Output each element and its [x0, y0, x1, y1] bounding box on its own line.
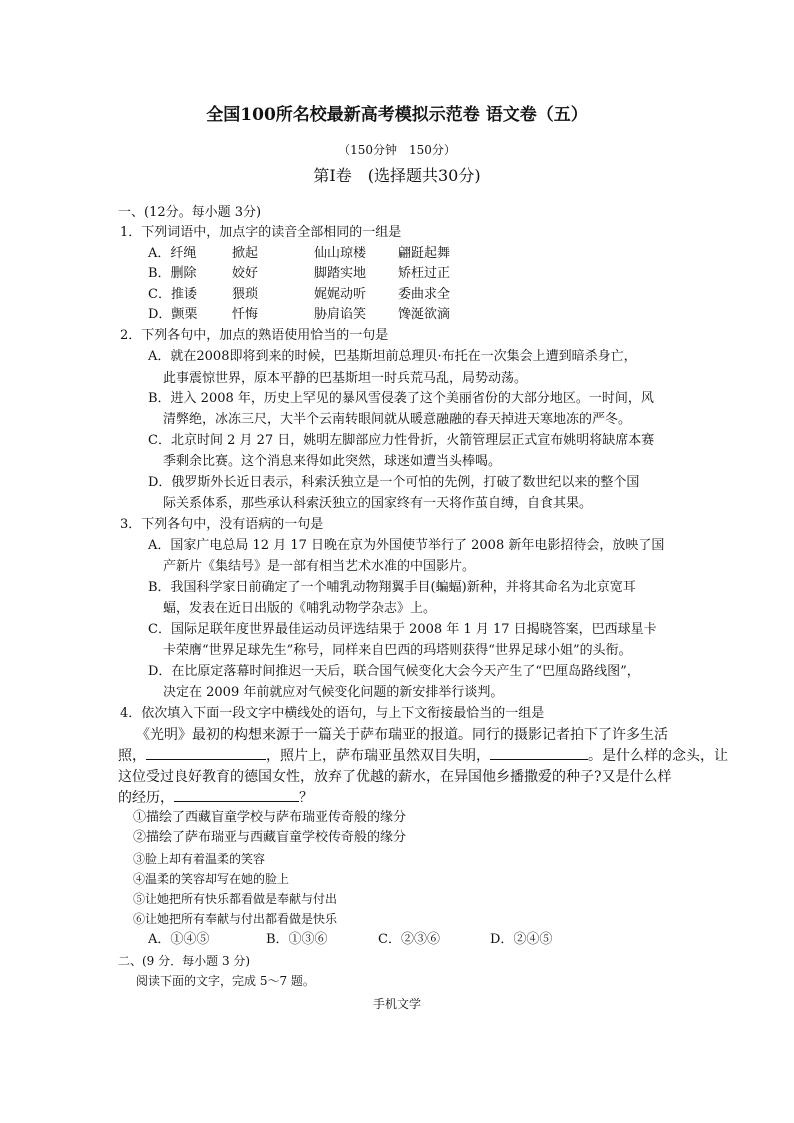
exam-subtitle: （150分钟 150分） — [338, 143, 456, 157]
q4-item-1: ①描绘了西藏盲童学校与萨布瑞亚传奇般的缘分 — [133, 810, 407, 825]
q1-b-word1: B．删除 — [148, 266, 197, 281]
q4-passage-line2 — [118, 746, 728, 766]
q1-a-word2: 掀起 — [232, 246, 259, 261]
q3-option-d-line2: 决定在 2009 年前就应对气候变化问题的新安排举行谈判。 — [163, 685, 504, 700]
question-1-stem: 1．下列词语中，加点字的读音全部相同的一组是 — [120, 225, 402, 240]
question-4-stem: 4．依次填入下面一段文字中横线处的语句，与上下文衔接最恰当的一组是 — [120, 706, 545, 721]
q3-option-d-line1: D．在比原定落幕时间推迟一天后，联合国气候变化大会今天产生了“巴厘岛路线图”， — [148, 664, 640, 679]
q4-choice-a: A．①④⑤ — [148, 932, 210, 947]
question-3-stem: 3．下列各句中，没有语病的一句是 — [120, 517, 324, 532]
question-2-stem: 2．下列各句中，加点的熟语使用恰当的一句是 — [120, 328, 389, 343]
article-title: 手机文学 — [372, 997, 421, 1011]
q4-blank-1 — [146, 746, 266, 760]
q4-blank-2 — [490, 746, 588, 760]
q4-item-6: ⑥让她把所有奉献与付出都看做是快乐 — [133, 912, 338, 926]
q4-choice-c: C．②③⑥ — [378, 932, 440, 947]
q1-a-word1: A．纤绳 — [148, 246, 197, 261]
q2-option-a-line2: 此事震惊世界，原本平静的巴基斯坦一时兵荒马乱，局势动荡。 — [163, 371, 528, 386]
q4-blank-3 — [174, 788, 299, 802]
q1-c-word2: 猥琐 — [232, 287, 259, 302]
q4-p2-part-a: 照， — [118, 748, 146, 764]
q1-c-word1: C．推诿 — [148, 287, 197, 302]
q3-option-a-line2: 产新片《集结号》是一部有相当艺术水准的中国影片。 — [163, 559, 476, 574]
q2-option-b-line2: 清弊绝，冰冻三尺，大半个云南转眼间就从暖意融融的春天掉进天寒地冻的严冬。 — [163, 412, 632, 427]
section-1-heading: 一、(12分。每小题 3分) — [118, 205, 262, 220]
q2-option-b-line1: B．进入 2008 年，历史上罕见的暴风雪侵袭了这个美丽省份的大部分地区。一时间，风 — [148, 391, 654, 406]
q1-a-word3: 仙山琼楼 — [314, 246, 367, 261]
q1-b-word4: 矫枉过正 — [398, 266, 451, 281]
q1-option-b — [148, 264, 451, 284]
q1-c-word4: 委曲求全 — [398, 287, 451, 302]
q3-option-c-line2: 卡荣膺“世界足球先生”称号，同样来自巴西的玛塔则获得“世界足球小姐”的头衔。 — [163, 643, 632, 658]
section-2-intro: 阅读下面的文字，完成 5～7 题。 — [136, 974, 315, 988]
q3-option-a-line1: A．国家广电总局 12 月 17 日晚在京为外国使节举行了 2008 新年电影招待会，放映了国 — [148, 538, 665, 553]
q4-item-4: ④温柔的笑容却写在她的脸上 — [133, 872, 290, 886]
q4-p2-part-c: 。是什么样的念头，让 — [588, 748, 728, 764]
q4-p2-part-b: ，照片上，萨布瑞亚虽然双目失明， — [266, 748, 490, 764]
q1-c-word3: 娓娓动听 — [314, 287, 367, 302]
part-heading: 第Ⅰ卷 (选择题共30分) — [313, 166, 481, 185]
q3-option-c-line1: C．国际足联年度世界最佳运动员评选结果于 2008 年 1 月 17 日揭晓答案，巴西球星卡 — [148, 622, 657, 637]
q4-choice-d: D．②④⑤ — [490, 932, 553, 947]
q4-choice-b: B．①③⑥ — [266, 932, 328, 947]
q2-option-c-line2: 季剩余比赛。这个消息来得如此突然，球迷如遭当头棒喝。 — [163, 454, 502, 469]
q1-b-word2: 姣好 — [232, 266, 259, 281]
q1-d-word2: 忏悔 — [232, 307, 259, 322]
q4-item-5: ⑤让她把所有快乐都看做是奉献与付出 — [133, 892, 338, 906]
q3-option-b-line2: 蝠，发表在近日出版的《哺乳动物学杂志》上。 — [163, 601, 437, 616]
section-2-heading: 二、(9 分．每小题 3 分) — [118, 954, 251, 968]
q1-option-a — [148, 244, 451, 264]
q4-item-3: ③脸上却有着温柔的笑容 — [133, 852, 266, 866]
q1-a-word4: 翩跹起舞 — [398, 246, 451, 261]
q2-option-d-line2: 际关系体系，那些承认科索沃独立的国家终有一天将作茧自缚，自食其果。 — [163, 496, 593, 511]
q4-p4-part-b: ？ — [299, 790, 313, 806]
q2-option-c-line1: C．北京时间 2 月 27 日，姚明左脚部应力性骨折，火箭管理层正式宣布姚明将缺席本赛 — [148, 433, 655, 448]
q4-p4-part-a: 的经历， — [118, 790, 174, 806]
q1-d-word1: D．颤栗 — [148, 307, 198, 322]
q1-option-d — [148, 305, 451, 325]
exam-title: 全国100所名校最新高考模拟示范卷 语文卷（五） — [206, 105, 588, 125]
q2-option-a-line1: A．就在2008即将到来的时候，巴基斯坦前总理贝·布托在一次集会上遭到暗杀身亡， — [148, 349, 637, 364]
q3-option-b-line1: B．我国科学家日前确定了一个哺乳动物翔翼手目(蝙蝠)新种，并将其命名为北京宽耳 — [148, 580, 636, 595]
q1-b-word3: 脚踏实地 — [314, 266, 367, 281]
q1-d-word3: 胁肩谄笑 — [314, 307, 367, 322]
q1-d-word4: 馋涎欲滴 — [398, 307, 451, 322]
q4-passage-line4 — [118, 788, 313, 808]
q4-passage-line3: 这位受过良好教育的德国女性，放弃了优越的薪水，在异国他乡播撒爱的种子?又是什么样 — [118, 769, 672, 785]
q1-option-c — [148, 285, 451, 305]
q2-option-d-line1: D．俄罗斯外长近日表示，科索沃独立是一个可怕的先例，打破了数世纪以来的整个国 — [148, 475, 640, 490]
q4-item-2: ②描绘了萨布瑞亚与西藏盲童学校传奇般的缘分 — [133, 830, 407, 845]
q4-passage-line1: 《光明》最初的构想来源于一篇关于萨布瑞亚的报道。同行的摄影记者拍下了许多生活 — [136, 727, 668, 743]
